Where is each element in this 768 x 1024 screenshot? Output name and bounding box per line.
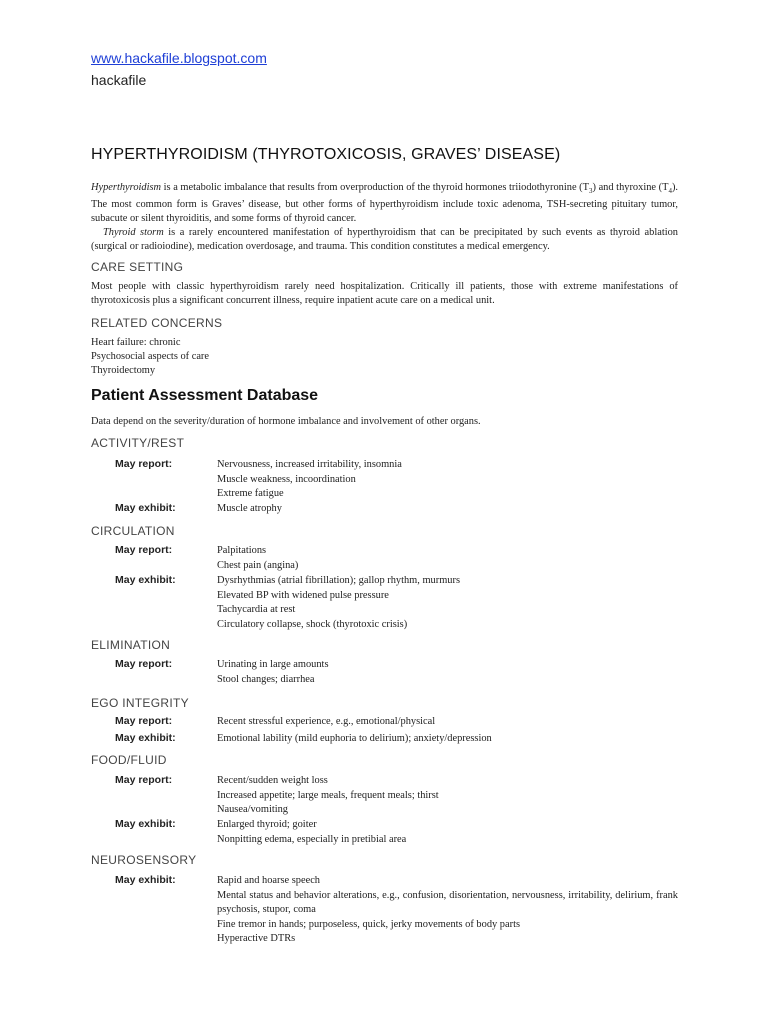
section-heading-neurosensory: NEUROSENSORY [91,853,197,867]
list-item: Increased appetite; large meals, frequent meals; thirst [217,789,439,801]
list-item: Chest pain (angina) [217,559,299,571]
section-heading-ego-integrity: EGO INTEGRITY [91,696,189,710]
list-item: Stool changes; diarrhea [217,673,315,685]
assessment-intro: Data depend on the severity/duration of hormone imbalance and involvement of other organs. [91,416,481,427]
list-item: Extreme fatigue [217,488,284,499]
row-label: May exhibit: [115,818,176,830]
list-item: Hyperactive DTRs [217,933,296,944]
row-label: May exhibit: [115,502,176,514]
care-setting-heading: CARE SETTING [91,260,184,274]
list-item: Nervousness, increased irritability, insomnia [217,459,402,470]
list-item: Dysrhythmias (atrial fibrillation); gallop rhythm, murmurs [217,575,460,586]
list-item: Elevated BP with widened pulse pressure [217,589,389,601]
list-item: Mental status and behavior alterations, e.g., confusion, disorientation, nervousness, irritability, delirium, frank psychosis, stupor, coma [217,889,678,915]
term-thyroid-storm: Thyroid storm [103,227,164,239]
row-label: May report: [115,715,173,727]
list-item: Thyroidectomy [91,365,156,376]
section-heading-food-fluid: FOOD/FLUID [91,753,167,767]
section-heading-activity-rest: ACTIVITY/REST [91,436,185,450]
assessment-heading: Patient Assessment Database [91,387,319,404]
row-label: May report: [115,774,173,786]
section-heading-elimination: ELIMINATION [91,638,171,652]
list-item: Palpitations [217,545,267,556]
list-item: Recent stressful experience, e.g., emotional/physical [217,716,436,727]
site-url-link[interactable]: www.hackafile.blogspot.com [91,50,267,66]
list-item: Urinating in large amounts [217,659,329,670]
list-item: Muscle atrophy [217,503,282,514]
list-item: Fine tremor in hands; purposeless, quick, jerky movements of body parts [217,918,521,930]
row-label: May exhibit: [115,574,176,586]
list-item: Enlarged thyroid; goiter [217,819,317,830]
intro-paragraph-2: Thyroid storm is a rarely encountered manifestation of hyperthyroidism that can be precipitated by such events as thyroid ablation (surgical or radioiodine), medication overdosage, and trauma. This condition constitutes a medical emergency. [91,227,678,253]
row-label: May report: [115,658,173,670]
term-hyperthyroidism: Hyperthyroidism [91,182,162,193]
document-title: HYPERTHYROIDISM (THYROTOXICOSIS, GRAVES’ DISEASE) [91,146,561,163]
row-label: May report: [115,458,173,470]
row-label: May exhibit: [115,732,176,744]
related-concerns-heading: RELATED CONCERNS [91,316,223,330]
row-label: May report: [115,544,173,556]
list-item: Nausea/vomiting [217,804,288,815]
list-item: Rapid and hoarse speech [217,875,321,886]
list-item: Heart failure: chronic [91,337,181,348]
list-item: Circulatory collapse, shock (thyrotoxic crisis) [217,618,408,630]
intro-block [91,181,678,254]
care-setting-text: Most people with classic hyperthyroidism rarely need hospitalization. Critically ill patients, those with extreme manifestations of thyrotoxicosis plus a significant concurrent illness, require inpatient acute care on a medical unit. [91,281,678,306]
list-item: Emotional lability (mild euphoria to delirium); anxiety/depression [217,733,492,744]
related-concerns-list [91,336,678,378]
list-item: Muscle weakness, incoordination [217,473,356,485]
list-item: Recent/sudden weight loss [217,775,328,786]
list-item: Tachycardia at rest [217,604,296,615]
row-label: May exhibit: [115,874,176,886]
list-item: Nonpitting edema, especially in pretibial area [217,833,407,845]
list-item: Psychosocial aspects of care [91,351,210,362]
intro-paragraph-1: Hyperthyroidism is a metabolic imbalance that results from overproduction of the thyroid hormones triiodothyronine $(T_3)$ and thyroxine $(T_4)$. The most common form is Graves’ disease, but other forms of hyperthyroidism include toxic adenoma, TSH-secreting pituitary tumor, subacute or silent thyroiditis, and some forms of thyroid cancer. [91,182,678,225]
section-heading-circulation: CIRCULATION [91,524,175,538]
site-name: hackafile [91,72,147,88]
